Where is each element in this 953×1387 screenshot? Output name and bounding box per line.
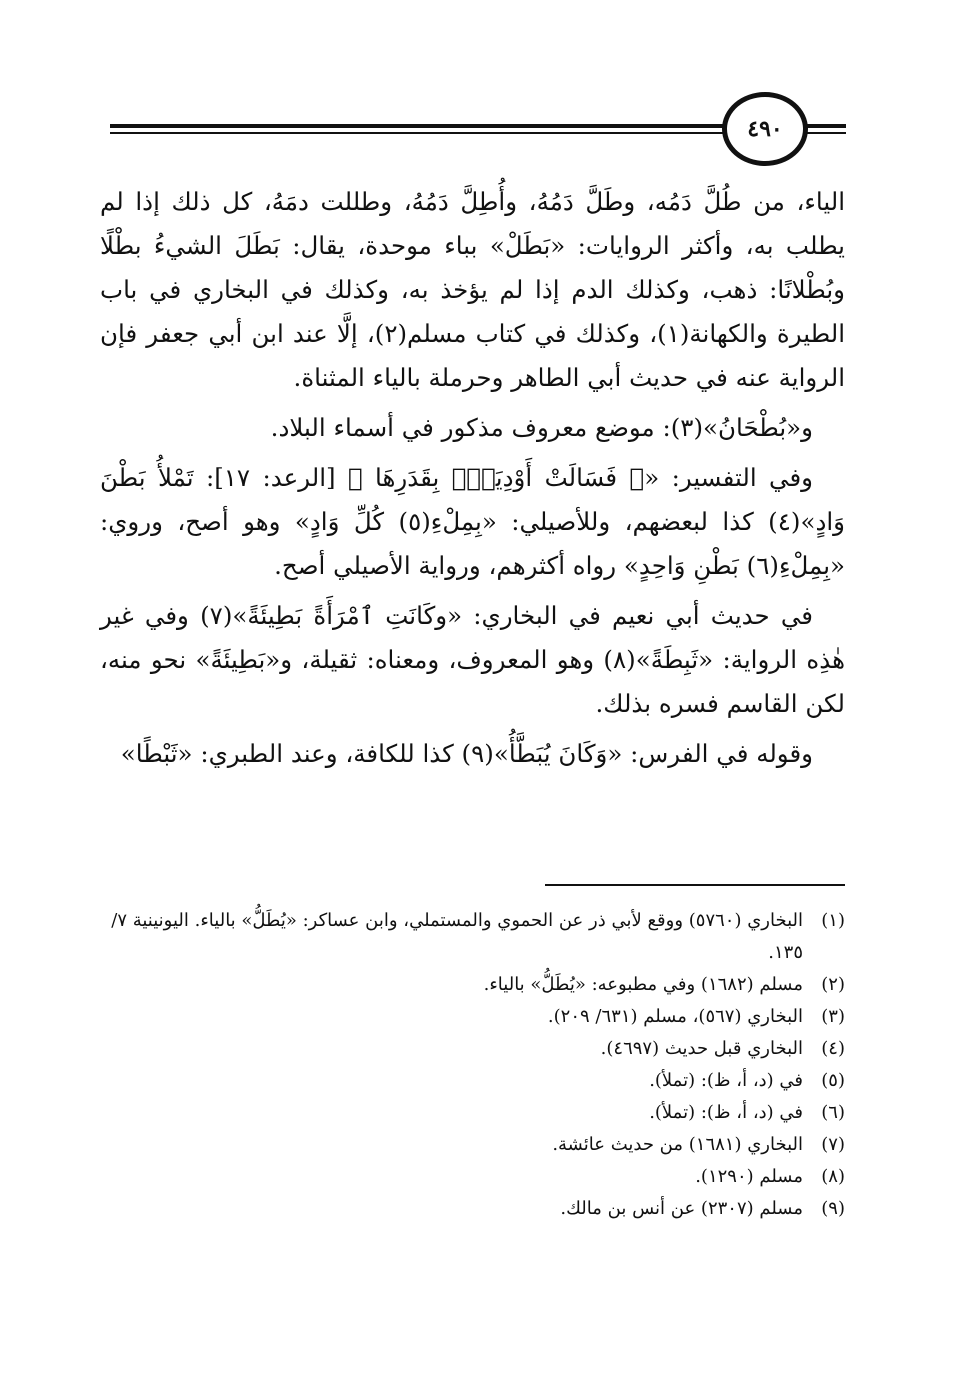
footnote-text: في (د، أ، ظ): (تملأ).	[649, 1070, 803, 1091]
paragraph: الياء، من طُلَّ دَمُه، وطَلَّ دَمُهُ، وأُطِلَّ دَمُهُ، وطللت دمَهُ، كل ذلك إذا لم يطلب به، وأكثر الروايات: «بَطَلْ» بباء موحدة، يقال: بَطَلَ الشيءُ بطْلًا وبُطْلانًا: ذهب، وكذلك الدم إذا لم يؤخذ به، وكذلك في البخاري في باب الطيرة والكهانة(١)، وكذلك في كتاب مسلم(٢)، إلَّا عند ابن أبي جعفر فإن الرواية عنه في حديث أبي الطاهر وحرملة بالياء المثناة.	[100, 187, 846, 392]
footnote-text: في (د، أ، ظ): (تملأ).	[649, 1102, 803, 1123]
footnote	[100, 1129, 845, 1161]
footnote	[100, 969, 845, 1001]
paragraph: و«بُطْحَانُ»(٣): موضع معروف مذكور في أسماء البلاد.	[270, 413, 813, 442]
footnotes	[100, 905, 845, 1225]
footnote-number: (٨)	[821, 1166, 845, 1187]
page-number: ٤٩٠	[722, 92, 808, 166]
footnote-text: مسلم (١٢٩٠).	[695, 1166, 803, 1187]
footnote	[100, 1001, 845, 1033]
footnote	[100, 1193, 845, 1225]
main-text	[100, 180, 845, 782]
footnote	[100, 1097, 845, 1129]
footnote-text: مسلم (١٦٨٢) وفي مطبوعه: «يُطَلُّ» بالياء.	[483, 974, 803, 995]
page-header	[0, 92, 953, 172]
footnote-text: البخاري قبل حديث (٤٦٩٧).	[600, 1038, 803, 1059]
footnote-number: (٥)	[821, 1070, 845, 1091]
footnote-number: (٧)	[821, 1134, 845, 1155]
footnote-number: (٢)	[821, 974, 845, 995]
footnote	[100, 1065, 845, 1097]
footnote-separator	[545, 884, 845, 886]
footnote-text: البخاري (١٦٨١) من حديث عائشة.	[552, 1134, 803, 1155]
footnote-text: مسلم (٢٣٠٧) عن أنس بن مالك.	[560, 1198, 803, 1219]
footnote	[100, 1033, 845, 1065]
footnote-number: (٩)	[821, 1198, 845, 1219]
paragraph: في حديث أبي نعيم في البخاري: «وكَانَتِ ٱمْرَأَةً بَطِيئَةً»(٧) وفي غير هٰذِه الرواية: «ثَبِطَةً»(٨) وهو المعروف، ومعناه: ثقيلة، و«بَطِيئَةً» نحو منه، لكن القاسم فسره بذلك.	[100, 601, 845, 718]
footnote	[100, 905, 845, 969]
paragraph: وفي التفسير: «﴿ فَسَالَتْ أَوْدِيَةٌۢ بِقَدَرِهَا ﴾ [الرعد: ١٧]: تَمْلأُ بَطْنَ وَادٍ»(٤) كذا لبعضهم، وللأصيلي: «بِمِلْءِ(٥) كُلِّ وَادٍ» وهو أصح، وروي: «بِمِلْءِ(٦) بَطْنِ وَاحِدٍ» رواه أكثرهم، ورواية الأصيلي أصح.	[100, 463, 845, 580]
footnote-text: البخاري (٥٧٦٠) ووقع لأبي ذر عن الحموي والمستملي، وابن عساكر: «يُطَلُّ» بالياء. اليونينية ٧/ ١٣٥.	[111, 910, 803, 963]
footnote-text: البخاري (٥٦٧)، مسلم (٦٣١/ ٢٠٩).	[547, 1006, 803, 1027]
footnote	[100, 1161, 845, 1193]
footnote-number: (٦)	[821, 1102, 845, 1123]
paragraph: وقوله في الفرس: «وَكَانَ يُبَطَّأُ»(٩) كذا للكافة، وعند الطبري: «ثَبْطًا»	[120, 739, 813, 768]
footnote-number: (١)	[821, 910, 845, 931]
footnote-number: (٣)	[821, 1006, 845, 1027]
footnote-number: (٤)	[821, 1038, 845, 1059]
